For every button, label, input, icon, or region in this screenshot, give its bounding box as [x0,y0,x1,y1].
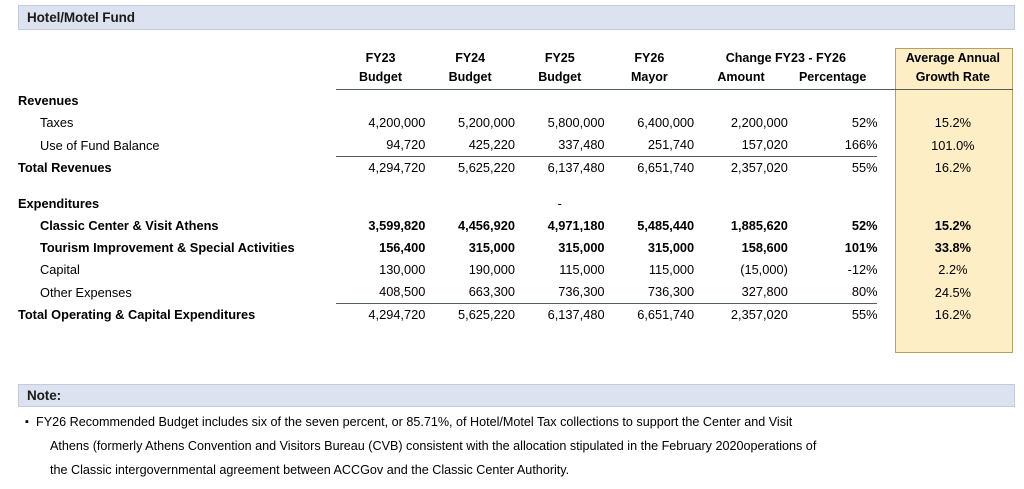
expenditures-heading-growth [893,193,1013,215]
other-expenses-growth-rate: 24.5% [934,284,972,300]
row-label-total-operating-capital-expenditures: Total Operating & Capital Expenditures [18,307,256,322]
header-change-percentage: Percentage [798,70,867,84]
row-label-taxes: Taxes [40,115,74,130]
expenditures-heading-fy26 [605,193,695,215]
tourism-fy26: 315,000 [647,240,695,255]
row-label-total-revenues: Total Revenues [18,160,112,175]
tourism-change-amount: 158,600 [741,240,788,255]
tourism-growth-rate: 33.8% [934,240,972,255]
total-revenues-gap [877,157,892,180]
classic-center-fy24: 4,456,920 [458,218,515,233]
capital-gap [877,259,892,281]
table-row [18,157,1013,180]
header-change-group: Change FY23 - FY26 [725,51,846,65]
header-fy25-line2: Budget [538,70,582,84]
header-fy25-line1: FY25 [544,51,575,65]
note-item [18,410,1008,482]
capital-change-percentage: -12% [847,262,878,277]
taxes-fy23: 4,200,000 [368,115,426,130]
revenues-heading-fy23 [336,90,426,113]
tourism-gap [877,237,892,259]
capital-fy24: 190,000 [468,262,515,277]
classic-center-fy25: 4,971,180 [547,218,605,233]
revenues-heading-fy26 [605,90,695,113]
capital-fy26: 115,000 [648,262,695,277]
bullet-icon: ▪ [25,416,29,428]
other-expenses-change-percentage: 80% [788,281,878,304]
tourism-fy24: 315,000 [468,240,515,255]
use-of-fund-balance-fy23: 94,720 [336,134,426,157]
total-revenues-growth-rate: 16.2% [934,160,972,175]
taxes-gap [877,112,892,134]
expenditures-heading-fy23 [336,193,426,215]
total-expenditures-gap [877,304,892,327]
table-row [18,134,1013,157]
use-of-fund-balance-fy26: 251,740 [605,134,695,157]
use-of-fund-balance-change-percentage: 166% [788,134,878,157]
use-of-fund-balance-fy24: 425,220 [425,134,515,157]
header-fy26-line1: FY26 [634,51,665,65]
total-revenues-fy23: 4,294,720 [368,160,426,175]
header-gap-2 [877,67,892,86]
table-row [18,90,1013,113]
page-title: Hotel/Motel Fund [27,10,135,25]
header-fy26-line2: Mayor [630,70,668,84]
taxes-fy25: 5,800,000 [547,115,605,130]
table-row [18,193,1013,215]
total-revenues-change-percentage: 55% [851,160,878,175]
row-label-classic-center-visit-athens: Classic Center & Visit Athens [40,218,219,233]
use-of-fund-balance-fy25: 337,480 [515,134,605,157]
other-expenses-fy24: 663,300 [425,281,515,304]
other-expenses-fy26: 736,300 [605,281,695,304]
table-row [18,281,1013,304]
total-revenues-fy25: 6,137,480 [547,160,605,175]
taxes-change-amount: 2,200,000 [730,115,788,130]
total-expenditures-fy25: 6,137,480 [547,307,605,322]
header-fy24-line2: Budget [448,70,492,84]
total-revenues-fy26: 6,651,740 [637,160,695,175]
header-fy24-line1: FY24 [455,51,486,65]
classic-center-fy26: 5,485,440 [637,218,695,233]
section-title-note [18,384,1015,407]
capital-growth-rate: 2.2% [938,262,968,277]
use-of-fund-balance-gap [877,134,892,157]
expenditures-heading-percentage [788,193,878,215]
classic-center-growth-rate: 15.2% [934,218,972,233]
row-label-other-expenses: Other Expenses [40,284,132,300]
revenues-heading-fy25 [515,90,605,113]
revenues-heading-amount [694,90,788,113]
header-growth-line2: Growth Rate [915,70,991,84]
use-of-fund-balance-change-amount: 157,020 [694,134,788,157]
other-expenses-fy23: 408,500 [336,281,426,304]
hotel-motel-fund-budget-table [18,48,1013,326]
taxes-change-percentage: 52% [851,115,878,130]
table-row [18,215,1013,237]
other-expenses-gap [877,281,892,304]
table-header-row-2 [18,67,1013,86]
capital-change-amount: (15,000) [740,262,788,277]
header-growth-line1: Average Annual [905,51,1000,65]
total-revenues-fy24: 5,625,220 [458,160,515,175]
classic-center-change-amount: 1,885,620 [730,218,788,233]
section-spacer [18,179,1013,193]
expenditures-heading-fy25-dash: - [557,196,562,211]
tourism-fy25: 315,000 [558,240,605,255]
table-row [18,112,1013,134]
revenues-heading-gap [877,90,892,113]
spacer-cell [18,179,1013,193]
row-label-capital: Capital [40,262,80,277]
table-row [18,304,1013,327]
capital-fy25: 115,000 [559,262,605,277]
note-title: Note: [27,388,61,403]
expenditures-heading-gap [877,193,892,215]
other-expenses-fy25: 736,300 [515,281,605,304]
total-expenditures-growth-rate: 16.2% [934,307,972,322]
other-expenses-change-amount: 327,800 [694,281,788,304]
total-expenditures-fy24: 5,625,220 [458,307,515,322]
taxes-fy26: 6,400,000 [637,115,695,130]
header-fy23-line1: FY23 [365,51,396,65]
header-change-amount: Amount [717,70,765,84]
header-blank-label [18,48,336,67]
use-of-fund-balance-growth-rate: 101.0% [931,137,975,153]
note-line-3: the Classic intergovernmental agreement between ACCGov and the Classic Center Authority. [50,463,570,477]
capital-fy23: 130,000 [379,262,426,277]
header-fy23-line2: Budget [359,70,403,84]
tourism-change-percentage: 101% [844,240,878,255]
revenues-heading-fy24 [425,90,515,113]
header-blank-label-2 [18,67,336,86]
note-line-2: Athens (formerly Athens Convention and Visitors Bureau (CVB) consistent with the allocation stipulated in the February 2020operations of [50,439,817,453]
note-line-1: FY26 Recommended Budget includes six of the seven percent, or 85.71%, of Hotel/Motel Tax collections to support the Center and Visit [36,415,793,429]
table-row [18,259,1013,281]
classic-center-change-percentage: 52% [851,218,878,233]
revenues-heading-growth [893,90,1013,113]
expenditures-heading-fy24 [425,193,515,215]
row-label-tourism-improvement: Tourism Improvement & Special Activities [40,240,295,255]
section-title-hotel-motel-fund [18,5,1015,30]
row-label-use-of-fund-balance: Use of Fund Balance [40,137,160,153]
section-heading-expenditures: Expenditures [18,196,100,211]
total-expenditures-fy23: 4,294,720 [368,307,426,322]
table-row [18,237,1013,259]
tourism-fy23: 156,400 [379,240,426,255]
note-body [18,410,1008,482]
taxes-growth-rate: 15.2% [934,115,972,130]
total-expenditures-fy26: 6,651,740 [637,307,695,322]
revenues-heading-percentage [788,90,878,113]
taxes-fy24: 5,200,000 [458,115,515,130]
expenditures-heading-amount [694,193,788,215]
table-header-row-1 [18,48,1013,67]
header-gap [877,48,892,67]
note-text [36,410,1008,482]
section-heading-revenues: Revenues [18,93,79,108]
classic-center-fy23: 3,599,820 [368,218,426,233]
total-expenditures-change-amount: 2,357,020 [730,307,788,322]
total-revenues-change-amount: 2,357,020 [730,160,788,175]
total-expenditures-change-percentage: 55% [851,307,878,322]
classic-center-gap [877,215,892,237]
